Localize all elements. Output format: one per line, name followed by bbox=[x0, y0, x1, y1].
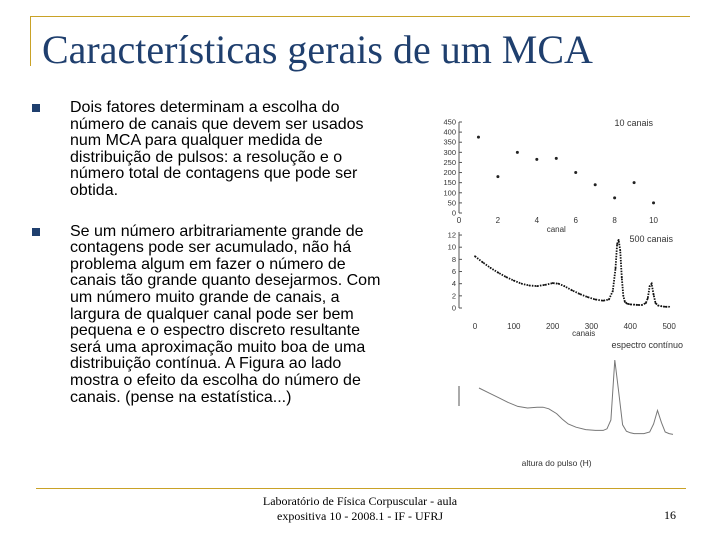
panel2-x-tick-label: 0 bbox=[472, 322, 478, 331]
panel3-series-label: espectro contínuo bbox=[611, 340, 683, 350]
footer-line-1: Laboratório de Física Corpuscular - aula bbox=[262, 494, 458, 508]
panel2-data-point bbox=[497, 272, 499, 274]
panel2-data-point bbox=[571, 289, 573, 291]
panel2-data-point bbox=[482, 262, 484, 264]
panel2-data-point bbox=[528, 285, 530, 287]
panel1-data-point bbox=[555, 157, 558, 160]
panel2-data-point bbox=[505, 276, 507, 278]
panel1-y-tick-label: 150 bbox=[443, 178, 456, 188]
panel2-data-point bbox=[647, 297, 649, 299]
slide-title: Características gerais de um MCA bbox=[42, 27, 593, 72]
panel2-data-point bbox=[633, 304, 635, 306]
bullet-item bbox=[30, 224, 390, 407]
panel2-y-tick-label: 0 bbox=[451, 303, 456, 313]
panel2-y-tick-label: 2 bbox=[451, 291, 456, 301]
bullet-list bbox=[30, 100, 390, 430]
panel2-data-point bbox=[552, 282, 554, 284]
panel2-data-point bbox=[490, 267, 492, 269]
panel2-data-point bbox=[563, 285, 565, 287]
panel2-data-point bbox=[587, 296, 589, 298]
panel2-y-tick-label: 12 bbox=[447, 230, 456, 240]
panel2-data-point bbox=[474, 255, 476, 257]
panel2-data-point bbox=[657, 305, 659, 307]
panel2-data-point bbox=[645, 302, 647, 304]
panel2-data-point bbox=[621, 277, 623, 279]
channel-comparison-figure bbox=[425, 108, 695, 470]
panel2-data-point bbox=[668, 306, 670, 308]
panel1-y-tick-label: 200 bbox=[443, 168, 456, 178]
panel2-data-point bbox=[622, 295, 624, 297]
panel2-data-point bbox=[513, 280, 515, 282]
panel2-x-tick-label: 200 bbox=[545, 322, 560, 331]
panel2-data-point bbox=[619, 249, 621, 251]
panel2-data-point bbox=[649, 285, 651, 287]
panel2-data-point bbox=[624, 301, 626, 303]
panel2-data-point bbox=[544, 284, 546, 286]
panel1-series-label: 10 canais bbox=[614, 118, 653, 128]
footer-rule bbox=[36, 488, 686, 489]
panel1-data-point bbox=[652, 201, 655, 204]
panel1-data-point bbox=[613, 196, 616, 199]
panel2-data-point bbox=[655, 302, 657, 304]
panel2-data-point bbox=[602, 300, 604, 302]
panel1-data-point bbox=[516, 151, 519, 154]
panel2-data-point bbox=[660, 305, 662, 307]
panel1-y-tick-label: 350 bbox=[443, 137, 456, 147]
panel1-y-tick-label: 400 bbox=[443, 127, 456, 137]
panel2-data-point bbox=[579, 293, 581, 295]
panel2-x-tick-label: 300 bbox=[584, 322, 599, 331]
panel1-y-tick-label: 100 bbox=[443, 188, 456, 198]
bullet-item bbox=[30, 100, 390, 200]
panel2-y-tick-label: 6 bbox=[451, 267, 456, 277]
panel2-data-point bbox=[629, 303, 631, 305]
panel1-y-tick-label: 250 bbox=[443, 157, 456, 167]
footer-line-2: expositiva 10 - 2008.1 - IF - UFRJ bbox=[277, 509, 443, 523]
panel2-data-point bbox=[615, 268, 617, 270]
panel1-y-tick-label: 0 bbox=[451, 208, 456, 218]
panel2-x-tick-label: 400 bbox=[623, 322, 637, 331]
panel1-x-tick-label: 8 bbox=[612, 216, 617, 225]
panel2-data-point bbox=[536, 285, 538, 287]
panel2-data-point bbox=[612, 290, 614, 292]
panel2-y-tick-label: 10 bbox=[447, 242, 456, 252]
panel2-x-tick-label: 500 bbox=[662, 322, 676, 331]
panel1-y-tick-label: 50 bbox=[447, 198, 456, 208]
panel1-data-point bbox=[594, 183, 597, 186]
footer-text bbox=[250, 494, 470, 524]
panel2-data-point bbox=[641, 304, 643, 306]
panel2-series-label: 500 canais bbox=[629, 234, 673, 244]
panel1-x-tick-label: 0 bbox=[456, 216, 462, 225]
panel2-data-point bbox=[626, 303, 628, 305]
bullet-text: Se um número arbitrariamente grande de contagens pode ser acumulado, não há problema algum em fazer o número de canais tão grande quanto desejarmos. Com um número muito grande de canais, a largura de qualquer canal pode ser bem pequena e o espectro discreto resultante será uma aproximação muito boa de uma distribuição contínua. A Figura ao lado mostra o efeito da escolha do número de canais. (pense na estatística...) bbox=[70, 222, 381, 406]
panel2-data-point bbox=[616, 243, 618, 245]
panel1-x-tick-label: 4 bbox=[534, 216, 540, 225]
panel3-x-axis-label: altura do pulso (H) bbox=[521, 458, 592, 468]
panel2-data-point bbox=[558, 283, 560, 285]
panel2-x-axis-label: canais bbox=[572, 329, 596, 338]
panel2-y-tick-label: 8 bbox=[451, 254, 456, 264]
panel1-x-tick-label: 2 bbox=[495, 216, 501, 225]
title-accent-rule-horizontal bbox=[30, 16, 690, 17]
panel2-data-point bbox=[653, 294, 655, 296]
panel3-series-line bbox=[479, 360, 673, 434]
panel1-data-point bbox=[633, 181, 636, 184]
panel1-data-point bbox=[574, 171, 577, 174]
figure-svg bbox=[425, 108, 695, 470]
panel2-series-line bbox=[475, 240, 669, 307]
panel1-data-point bbox=[477, 136, 480, 139]
panel2-y-tick-label: 4 bbox=[451, 279, 456, 289]
panel1-x-tick-label: 6 bbox=[573, 216, 578, 225]
panel2-data-point bbox=[637, 304, 639, 306]
bullet-text: Dois fatores determinam a escolha do número de canais que devem ser usados num MCA para qualquer medida de distribuição de pulsos: a resolução e o número total de contagens que pode ser obtida. bbox=[70, 99, 364, 199]
panel2-data-point bbox=[651, 283, 653, 285]
title-accent-rule-vertical bbox=[30, 16, 31, 66]
panel1-y-tick-label: 450 bbox=[443, 117, 456, 127]
panel1-y-tick-label: 300 bbox=[443, 147, 456, 157]
page-number: 16 bbox=[664, 508, 676, 522]
panel2-data-point bbox=[664, 306, 666, 308]
panel2-x-tick-label: 100 bbox=[507, 322, 521, 331]
panel1-x-tick-label: 10 bbox=[649, 216, 658, 225]
panel1-x-axis-label: canal bbox=[546, 225, 566, 234]
square-bullet-icon bbox=[32, 104, 40, 112]
panel1-data-point bbox=[535, 158, 538, 161]
panel2-data-point bbox=[521, 283, 523, 285]
panel1-data-point bbox=[496, 175, 499, 178]
panel2-data-point bbox=[594, 299, 596, 301]
panel2-data-point bbox=[618, 239, 620, 241]
square-bullet-icon bbox=[32, 228, 40, 236]
panel2-data-point bbox=[608, 299, 610, 301]
